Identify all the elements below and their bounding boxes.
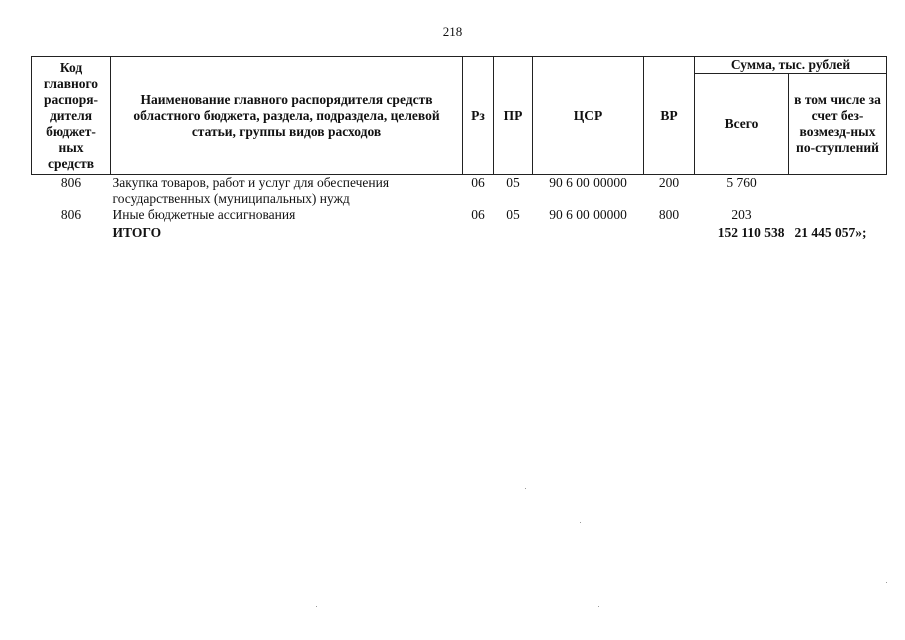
row-code: 806 bbox=[60, 175, 82, 190]
page-number: 218 bbox=[442, 24, 463, 39]
header-total: Всего bbox=[695, 74, 789, 175]
summary-gratuitous: 21 445 057»; bbox=[794, 225, 867, 240]
header-rz: Рз bbox=[463, 57, 494, 175]
scan-speck bbox=[598, 606, 599, 607]
row-rz: 06 bbox=[471, 175, 485, 190]
row-name: Закупка товаров, работ и услуг для обеспечения государственных (муниципальных) нужд bbox=[112, 175, 390, 206]
row-gratuitous bbox=[789, 175, 887, 208]
header-gratuitous: в том числе за счет без-возмезд-ных по-ступлений bbox=[789, 74, 887, 175]
row-vr: 200 bbox=[658, 175, 680, 190]
table-row bbox=[32, 207, 887, 223]
row-name: Иные бюджетные ассигнования bbox=[112, 207, 296, 222]
scan-speck bbox=[525, 488, 526, 489]
row-total: 203 bbox=[731, 207, 752, 222]
row-gratuitous bbox=[789, 207, 887, 223]
row-vr: 800 bbox=[658, 207, 680, 222]
scan-speck bbox=[886, 582, 887, 583]
row-csr: 90 6 00 00000 bbox=[549, 175, 627, 190]
row-total: 5 760 bbox=[726, 175, 757, 190]
header-code: Код главного распоря-дителя бюджет-ных средств bbox=[32, 57, 111, 175]
scan-speck bbox=[580, 522, 581, 523]
row-code: 806 bbox=[60, 207, 82, 222]
header-csr: ЦСР bbox=[533, 57, 644, 175]
header-name: Наименование главного распорядителя средств областного бюджета, раздела, подраздела, целевой статьи, группы видов расходов bbox=[111, 57, 463, 175]
summary-label: ИТОГО bbox=[112, 225, 162, 240]
row-pr: 05 bbox=[506, 175, 520, 190]
budget-table bbox=[31, 56, 887, 241]
header-pr: ПР bbox=[494, 57, 533, 175]
scan-speck bbox=[316, 606, 317, 607]
table-row bbox=[32, 175, 887, 208]
summary-row bbox=[32, 223, 887, 241]
row-pr: 05 bbox=[506, 207, 520, 222]
row-rz: 06 bbox=[471, 207, 485, 222]
row-csr: 90 6 00 00000 bbox=[549, 207, 627, 222]
summary-total: 152 110 538 bbox=[717, 225, 785, 240]
header-sum-group: Сумма, тыс. рублей bbox=[695, 57, 887, 74]
header-vr: ВР bbox=[644, 57, 695, 175]
